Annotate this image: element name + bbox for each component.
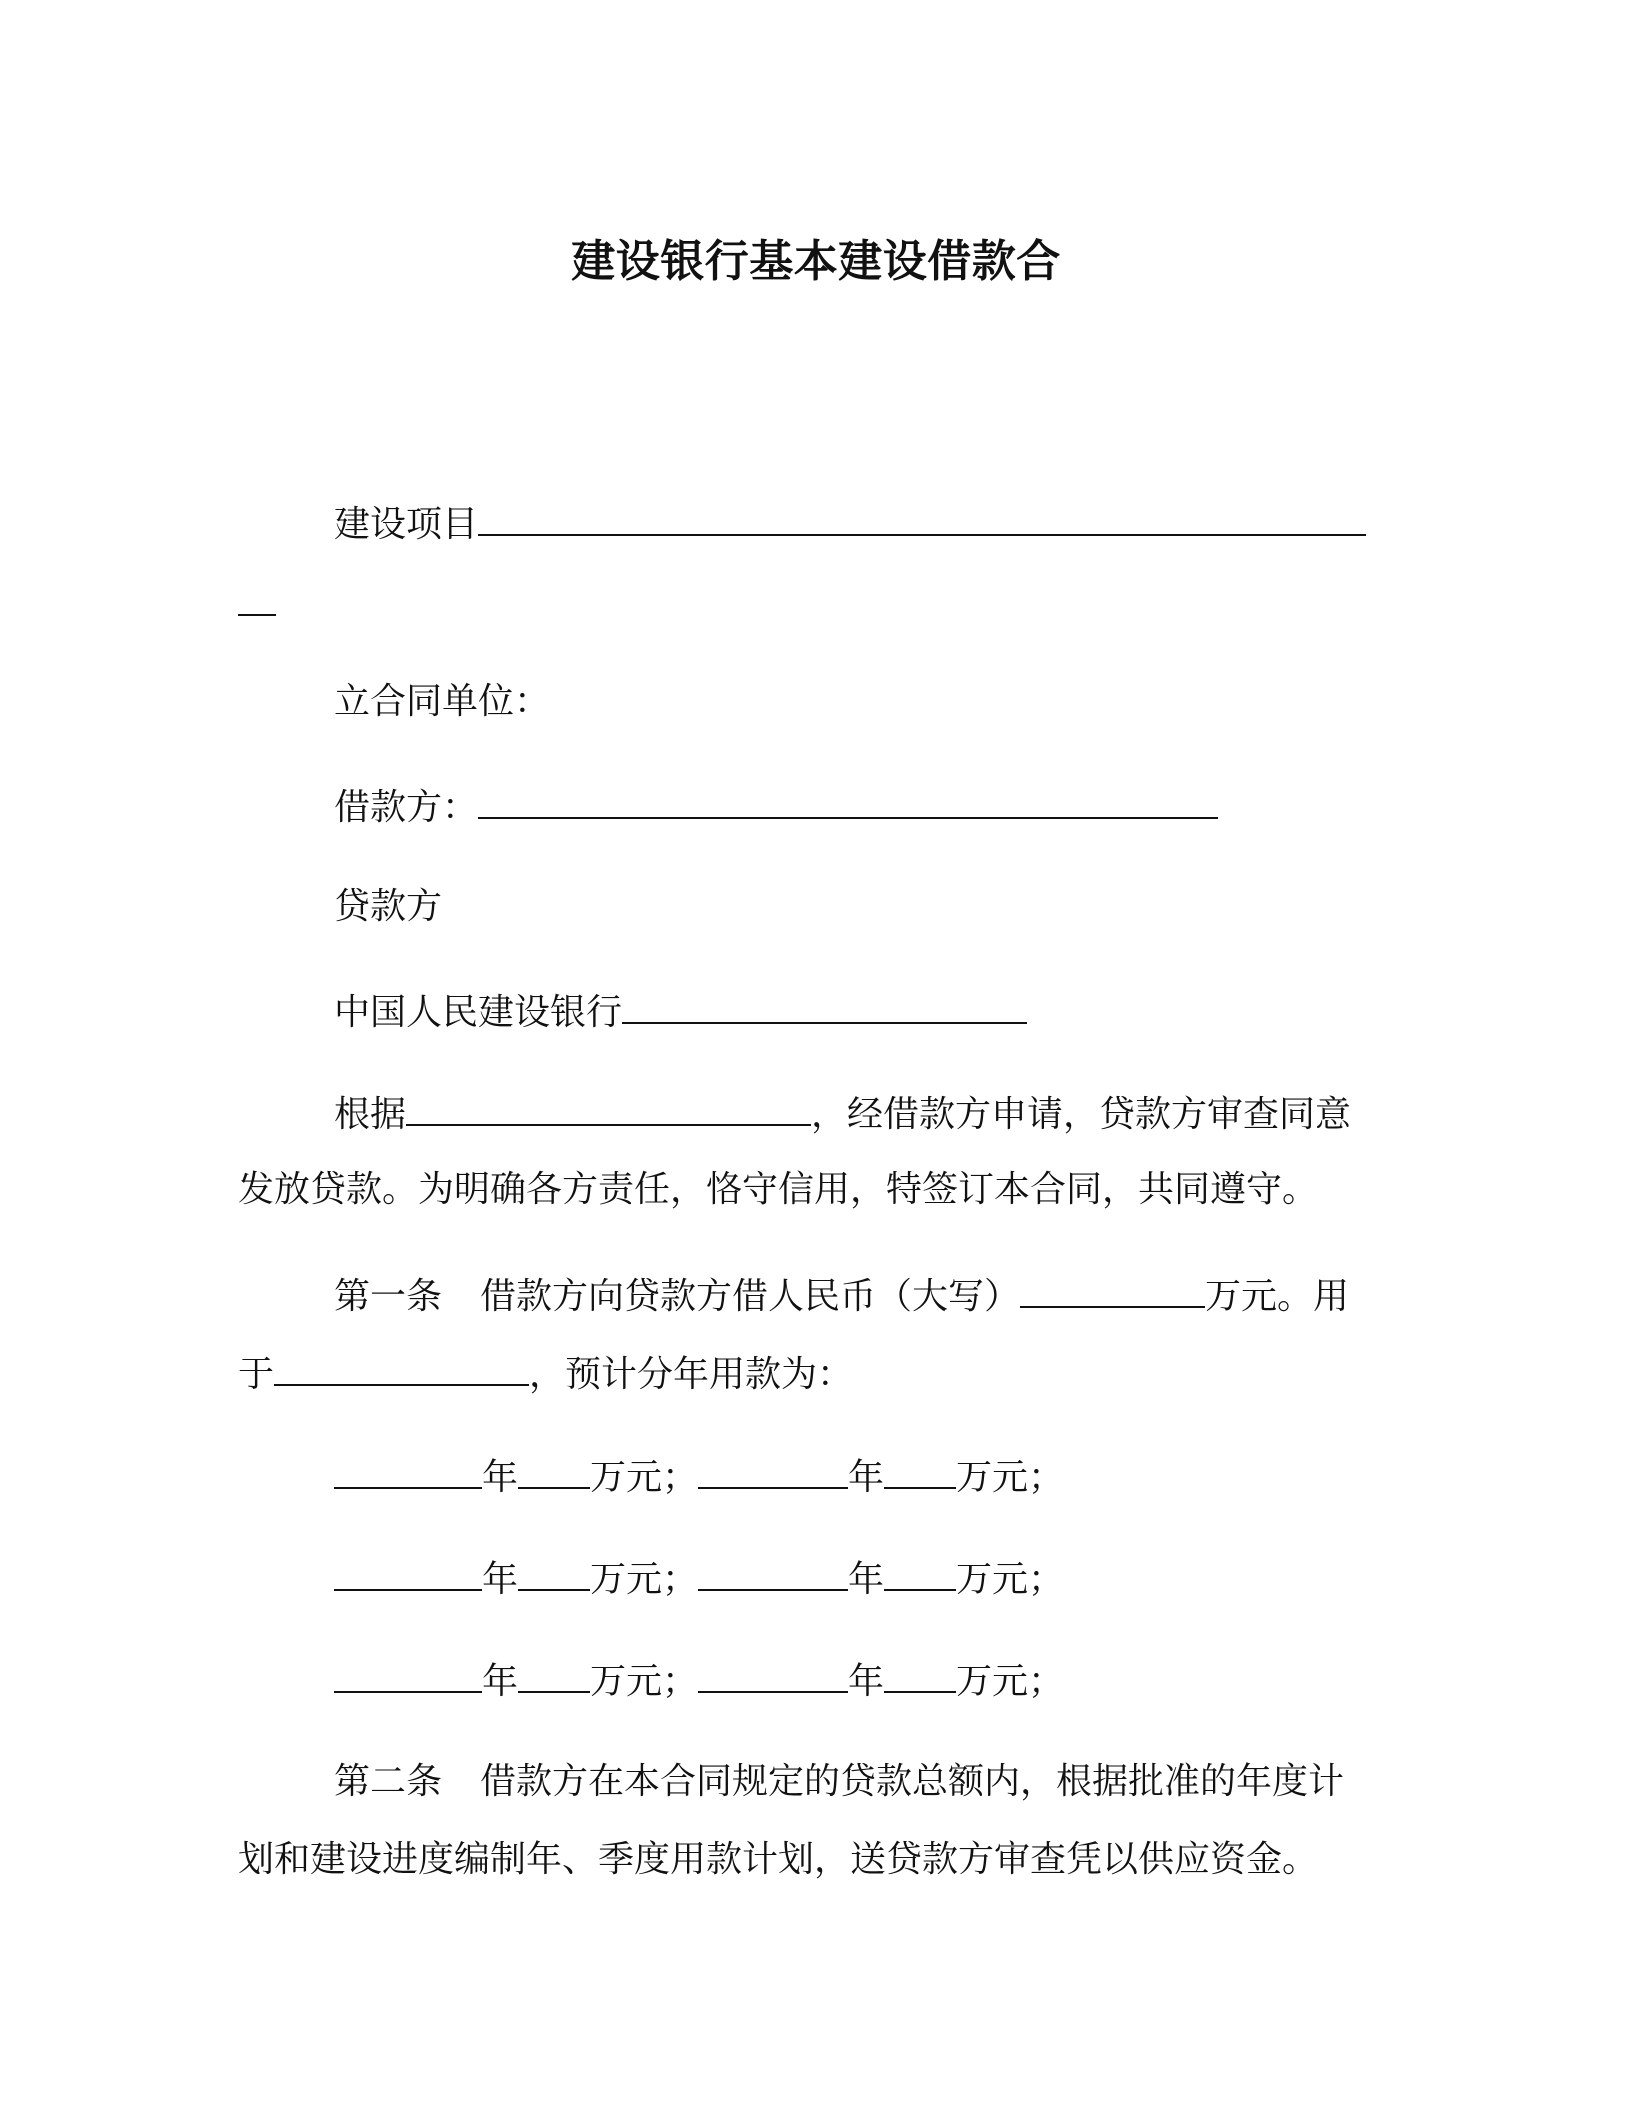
amount-blank[interactable] (518, 1657, 590, 1693)
project-line (334, 500, 1366, 547)
basis-line (334, 1090, 1351, 1137)
project-label: 建设项目 (334, 504, 479, 545)
year-label: 年 (482, 1661, 519, 1702)
article2-line (334, 1760, 1344, 1804)
amount-blank[interactable] (884, 1453, 956, 1489)
lender-label: 贷款方 (334, 886, 443, 927)
year-label: 年 (848, 1457, 885, 1498)
amount-blank[interactable] (884, 1657, 956, 1693)
borrower-line (334, 783, 1218, 830)
amount-label: 万元； (590, 1559, 699, 1600)
year-label: 年 (848, 1661, 885, 1702)
article2-text-2: 划和建设进度编制年、季度用款计划，送贷款方审查凭以供应资金。 (238, 1839, 1319, 1880)
year-blank[interactable] (698, 1555, 848, 1591)
basis-suffix: ，经借款方申请，贷款方审查同意 (811, 1094, 1352, 1135)
parties-label: 立合同单位： (334, 681, 551, 722)
article1-unit: 万元。用 (1205, 1276, 1350, 1317)
schedule-row-1 (334, 1453, 1064, 1500)
article2-heading: 第二条 (334, 1761, 443, 1802)
year-blank[interactable] (334, 1657, 482, 1693)
basis-blank[interactable] (406, 1090, 811, 1126)
project-line-continued (238, 580, 276, 627)
basis-prefix: 根据 (334, 1094, 407, 1135)
article1-purpose-blank[interactable] (274, 1350, 529, 1386)
schedule-row-3 (334, 1657, 1064, 1704)
document-title: 建设银行基本建设借款合 (571, 236, 1061, 287)
amount-label: 万元； (956, 1457, 1065, 1498)
article1-amount-blank[interactable] (1020, 1272, 1205, 1308)
article1-heading: 第一条 (334, 1276, 443, 1317)
borrower-label: 借款方： (334, 787, 479, 828)
amount-label: 万元； (956, 1559, 1065, 1600)
amount-blank[interactable] (884, 1555, 956, 1591)
project-blank-continued[interactable] (238, 580, 276, 616)
bank-blank[interactable] (622, 988, 1027, 1024)
parties-line (334, 680, 550, 724)
basis-text-2: 发放贷款。为明确各方责任，恪守信用，特签订本合同，共同遵守。 (238, 1169, 1319, 1210)
year-blank[interactable] (334, 1453, 482, 1489)
article1-line2-suffix: ，预计分年用款为： (529, 1354, 854, 1395)
schedule-row-2 (334, 1555, 1064, 1602)
amount-blank[interactable] (518, 1555, 590, 1591)
year-label: 年 (848, 1559, 885, 1600)
lender-line (334, 885, 442, 929)
borrower-blank[interactable] (478, 783, 1218, 819)
basis-line-2 (238, 1168, 1318, 1212)
article2-line-2 (238, 1838, 1318, 1882)
amount-label: 万元； (590, 1457, 699, 1498)
project-blank[interactable] (478, 500, 1366, 536)
amount-label: 万元； (956, 1661, 1065, 1702)
article2-text: 借款方在本合同规定的贷款总额内，根据批准的年度计 (480, 1761, 1345, 1802)
year-label: 年 (482, 1559, 519, 1600)
year-label: 年 (482, 1457, 519, 1498)
article1-text: 借款方向贷款方借人民币（大写） (480, 1276, 1021, 1317)
amount-label: 万元； (590, 1661, 699, 1702)
year-blank[interactable] (698, 1453, 848, 1489)
article1-line-2 (238, 1350, 853, 1397)
year-blank[interactable] (334, 1555, 482, 1591)
bank-line (334, 988, 1027, 1035)
year-blank[interactable] (698, 1657, 848, 1693)
amount-blank[interactable] (518, 1453, 590, 1489)
article1-line2-prefix: 于 (238, 1354, 275, 1395)
bank-label: 中国人民建设银行 (334, 992, 623, 1033)
article1-line (334, 1272, 1349, 1319)
